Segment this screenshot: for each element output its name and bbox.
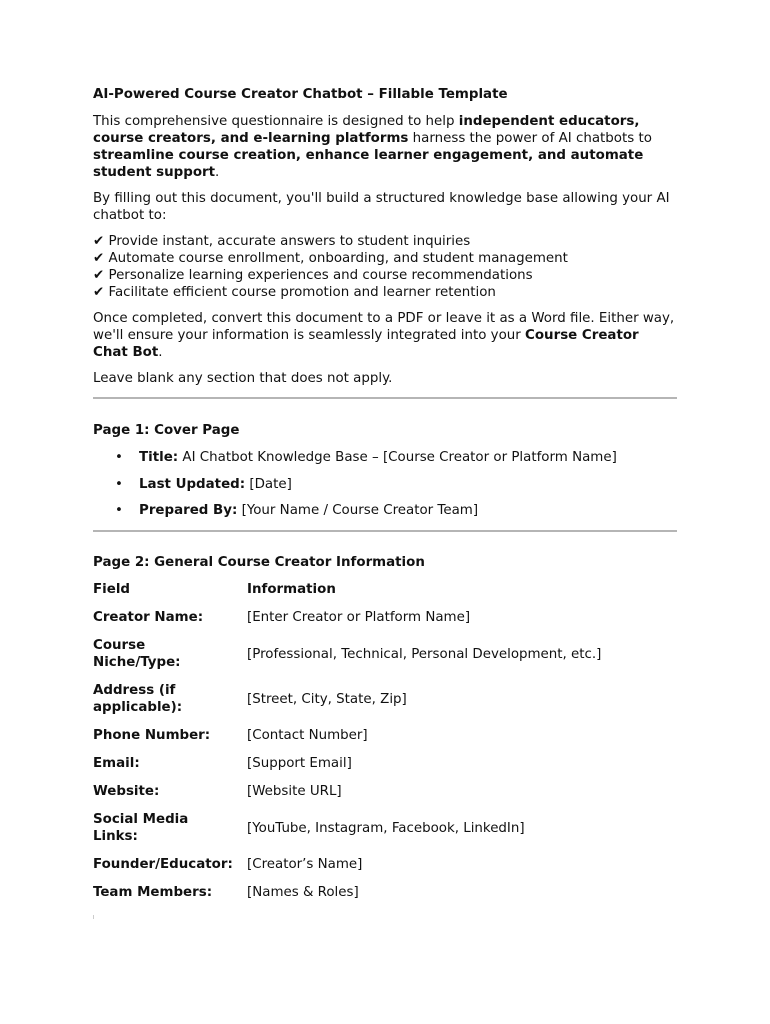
cover-item-label: Last Updated: xyxy=(139,476,246,492)
bullet-icon: • xyxy=(115,503,123,518)
cover-item-label: Title: xyxy=(139,450,179,465)
field-value[interactable]: [Enter Creator or Platform Name] xyxy=(247,610,471,625)
field-value[interactable]: [Professional, Technical, Personal Development, etc.] xyxy=(247,646,602,662)
build-paragraph: By filling out this document, you'll build a structured knowledge base allowing your AI chatbot to: xyxy=(93,191,670,223)
table-row xyxy=(93,682,677,727)
field-label: Website: xyxy=(93,784,160,799)
table-row xyxy=(93,755,677,783)
table-row xyxy=(93,609,677,637)
section-divider xyxy=(93,530,677,532)
cover-page-list xyxy=(93,449,677,519)
field-label-text: Address (if applicable): xyxy=(93,683,183,715)
cover-item-prepared-by xyxy=(115,502,677,519)
table-row xyxy=(93,727,677,755)
field-value[interactable]: [Contact Number] xyxy=(247,728,368,743)
section-divider xyxy=(93,397,677,399)
field-value[interactable]: [Creator’s Name] xyxy=(247,857,363,872)
checklist-item: ✔ Automate course enrollment, onboarding, and student management xyxy=(93,251,568,266)
cover-item-value: AI Chatbot Knowledge Base – [Course Creator or Platform Name] xyxy=(178,450,617,465)
cover-item-value: [Your Name / Course Creator Team] xyxy=(237,503,479,518)
intro-bold-1: independent educators, course creators, and e-learning platforms xyxy=(93,114,640,146)
checklist-item: ✔ Personalize learning experiences and course recommendations xyxy=(93,268,533,283)
bullet-icon: • xyxy=(115,476,123,492)
intro-bold-2: streamline course creation, enhance learner engagement, and automate student support xyxy=(93,148,644,180)
cover-item-value: [Date] xyxy=(245,476,292,492)
field-label xyxy=(93,637,247,682)
intro-paragraph xyxy=(93,113,677,181)
convert-text-1: Once completed, convert this document to a PDF or leave it as a Word file. Either way, we'll ensure your information is seamlessly integrated into your xyxy=(93,311,675,343)
field-value[interactable]: [Support Email] xyxy=(247,756,352,771)
table-row xyxy=(93,856,677,884)
column-header-information: Information xyxy=(247,582,336,597)
table-row xyxy=(93,811,677,856)
document-title: AI-Powered Course Creator Chatbot – Fillable Template xyxy=(93,87,508,102)
intro-text-1: This comprehensive questionnaire is designed to help xyxy=(93,114,459,129)
convert-text-2: . xyxy=(158,345,163,360)
field-label: Email: xyxy=(93,756,140,771)
checklist-item: ✔ Provide instant, accurate answers to student inquiries xyxy=(93,234,471,249)
convert-paragraph xyxy=(93,310,677,361)
leave-blank-note: Leave blank any section that does not apply. xyxy=(93,371,393,386)
capability-checklist xyxy=(93,233,677,301)
field-label-text: Social Media Links: xyxy=(93,812,189,844)
field-label: Creator Name: xyxy=(93,610,204,625)
checklist-item: ✔ Facilitate efficient course promotion and learner retention xyxy=(93,285,496,300)
table-row xyxy=(93,884,677,912)
column-header-field: Field xyxy=(93,582,130,597)
intro-text-3: . xyxy=(215,165,220,180)
table-row xyxy=(93,637,677,682)
page2-heading: Page 2: General Course Creator Information xyxy=(93,555,425,570)
page-edge-mark xyxy=(93,915,94,919)
field-label-text: Course Niche/Type: xyxy=(93,638,181,670)
page1-heading: Page 1: Cover Page xyxy=(93,423,240,438)
table-row xyxy=(93,783,677,811)
field-label xyxy=(93,811,247,856)
bullet-icon: • xyxy=(115,450,123,465)
field-label: Phone Number: xyxy=(93,728,211,743)
field-value[interactable]: [Names & Roles] xyxy=(247,885,359,900)
creator-info-table xyxy=(93,581,677,912)
field-value[interactable]: [Website URL] xyxy=(247,784,342,799)
field-label: Team Members: xyxy=(93,885,213,900)
convert-bold: Course Creator Chat Bot xyxy=(93,328,639,360)
cover-item-title xyxy=(115,449,677,466)
table-header-row xyxy=(93,581,677,609)
intro-text-2: harness the power of AI chatbots to xyxy=(408,131,652,146)
document-content xyxy=(93,86,677,912)
field-label xyxy=(93,682,247,727)
field-value[interactable]: [Street, City, State, Zip] xyxy=(247,691,407,707)
field-value[interactable]: [YouTube, Instagram, Facebook, LinkedIn] xyxy=(247,820,525,836)
cover-item-label: Prepared By: xyxy=(139,503,238,518)
cover-item-last-updated xyxy=(115,476,677,493)
field-label: Founder/Educator: xyxy=(93,857,233,872)
